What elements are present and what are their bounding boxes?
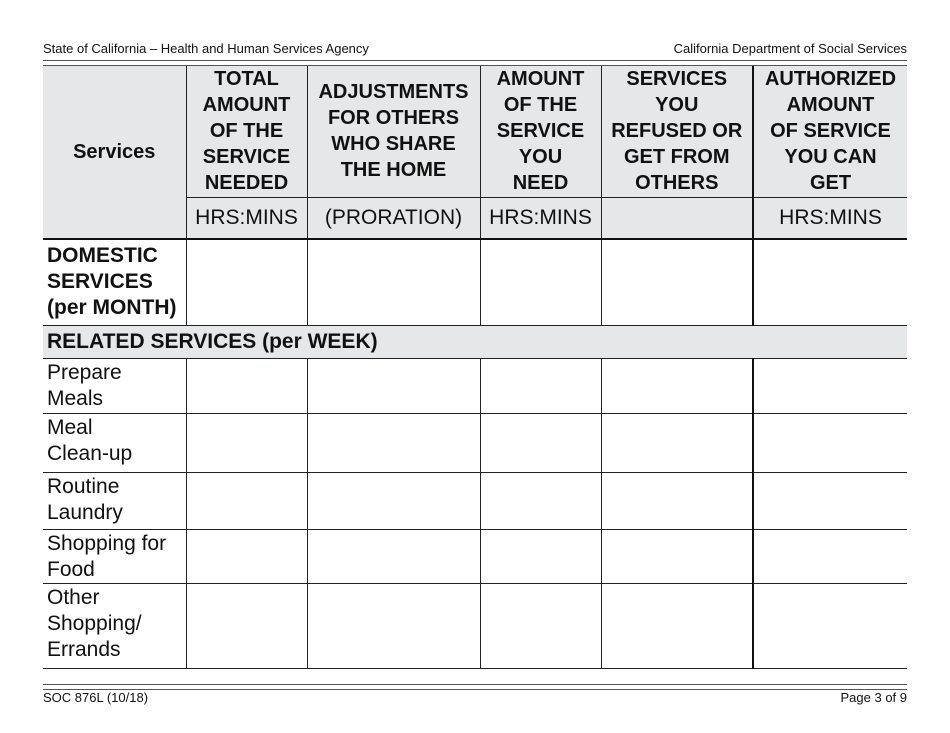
row-label-meal-cleanup: Meal Clean-up: [43, 413, 186, 472]
row-other-shopping: [43, 583, 907, 668]
section-label-related: RELATED SERVICES (per WEEK): [43, 325, 907, 358]
section-header-related-services: [43, 325, 907, 358]
input-cell[interactable]: [601, 472, 753, 529]
input-cell-domestic-adjustments[interactable]: [307, 239, 480, 326]
input-cell[interactable]: [480, 583, 601, 668]
column-header-row: [43, 66, 907, 197]
unit-adjustments: (PRORATION): [307, 197, 480, 239]
unit-total-amount: HRS:MINS: [186, 197, 307, 239]
form-number: SOC 876L (10/18): [43, 689, 149, 705]
unit-services-refused: [601, 197, 753, 239]
input-cell[interactable]: [307, 583, 480, 668]
input-cell[interactable]: [480, 529, 601, 583]
input-cell[interactable]: [480, 358, 601, 413]
services-table: [43, 66, 907, 669]
input-cell-domestic-authorized[interactable]: [753, 239, 907, 326]
input-cell[interactable]: [480, 413, 601, 472]
col-header-adjustments: ADJUSTMENTS FOR OTHERS WHO SHARE THE HOME: [307, 66, 480, 197]
input-cell[interactable]: [307, 529, 480, 583]
input-cell[interactable]: [307, 358, 480, 413]
input-cell[interactable]: [480, 472, 601, 529]
input-cell[interactable]: [753, 358, 907, 413]
unit-amount-needed: HRS:MINS: [480, 197, 601, 239]
row-label-prepare-meals: Prepare Meals: [43, 358, 186, 413]
input-cell[interactable]: [186, 413, 307, 472]
input-cell[interactable]: [753, 413, 907, 472]
agency-name: State of California – Health and Human Services Agency: [43, 40, 369, 56]
input-cell[interactable]: [601, 583, 753, 668]
input-cell[interactable]: [753, 472, 907, 529]
row-label-domestic: DOMESTIC SERVICES (per MONTH): [43, 239, 186, 326]
input-cell[interactable]: [186, 472, 307, 529]
input-cell[interactable]: [601, 413, 753, 472]
input-cell[interactable]: [186, 583, 307, 668]
row-domestic-services: [43, 239, 907, 326]
row-label-shopping-food: Shopping for Food: [43, 529, 186, 583]
row-shopping-for-food: [43, 529, 907, 583]
col-header-authorized-amount: AUTHORIZED AMOUNT OF SERVICE YOU CAN GET: [753, 66, 907, 197]
unit-authorized-amount: HRS:MINS: [753, 197, 907, 239]
input-cell[interactable]: [601, 529, 753, 583]
row-meal-cleanup: [43, 413, 907, 472]
input-cell[interactable]: [601, 358, 753, 413]
page-header: [43, 39, 907, 57]
page-footer: [43, 689, 907, 705]
input-cell[interactable]: [307, 472, 480, 529]
department-name: California Department of Social Services: [673, 40, 907, 56]
row-label-routine-laundry: Routine Laundry: [43, 472, 186, 529]
input-cell[interactable]: [186, 358, 307, 413]
row-prepare-meals: [43, 358, 907, 413]
input-cell-domestic-refused[interactable]: [601, 239, 753, 326]
row-label-other-shopping: Other Shopping/ Errands: [43, 583, 186, 668]
input-cell-domestic-amount[interactable]: [480, 239, 601, 326]
input-cell[interactable]: [186, 529, 307, 583]
input-cell-domestic-total[interactable]: [186, 239, 307, 326]
page-number: Page 3 of 9: [840, 689, 907, 705]
input-cell[interactable]: [753, 529, 907, 583]
col-header-services: Services: [43, 66, 186, 239]
col-header-amount-needed: AMOUNT OF THE SERVICE YOU NEED: [480, 66, 601, 197]
input-cell[interactable]: [307, 413, 480, 472]
input-cell[interactable]: [753, 583, 907, 668]
col-header-services-refused: SERVICES YOU REFUSED OR GET FROM OTHERS: [601, 66, 753, 197]
col-header-total-amount: TOTAL AMOUNT OF THE SERVICE NEEDED: [186, 66, 307, 197]
row-routine-laundry: [43, 472, 907, 529]
